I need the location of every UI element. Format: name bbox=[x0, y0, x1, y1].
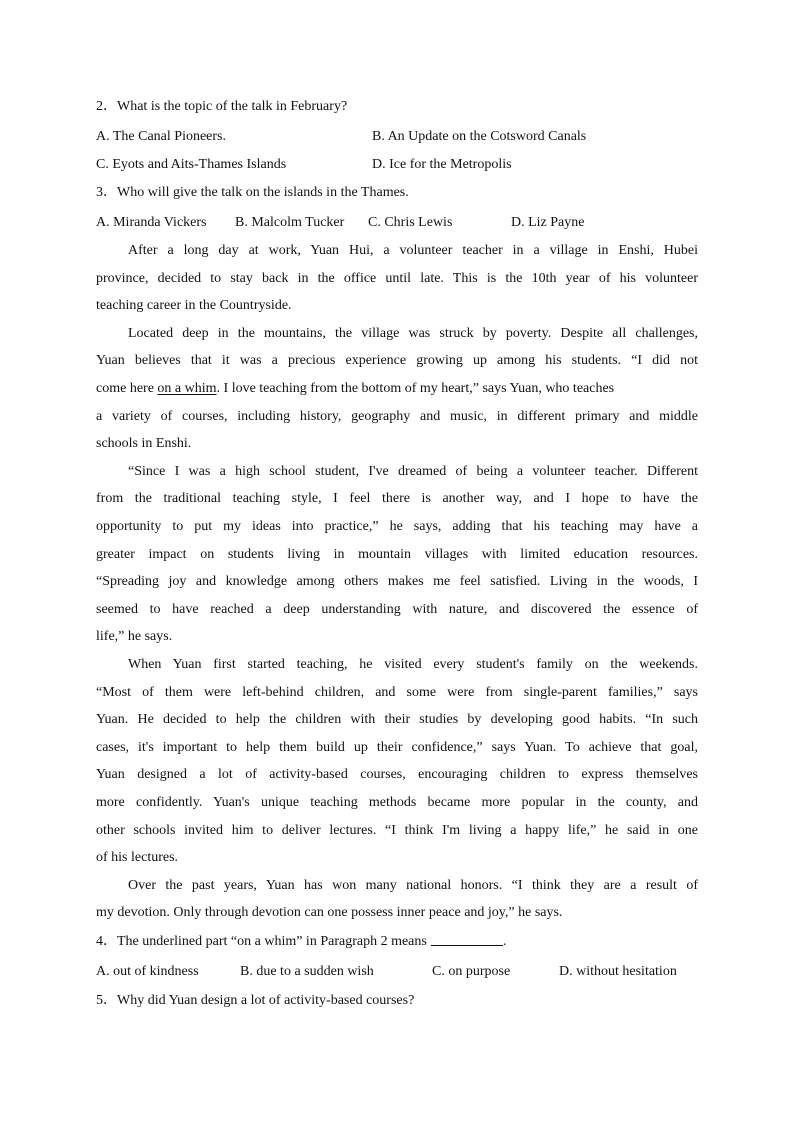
paragraph-5-line: my devotion. Only through devotion can one possess inner peace and joy,” he says. bbox=[96, 905, 563, 920]
paragraph-3-line: “Since I was a high school student, I've dreamed of being a volunteer teacher. Different bbox=[128, 464, 698, 479]
question-2-options-row-1 bbox=[96, 127, 698, 147]
q2-option-c: C. Eyots and Aits-Thames Islands bbox=[96, 157, 287, 172]
paragraph-5-line: Over the past years, Yuan has won many national honors. “I think they are a result of bbox=[128, 878, 698, 893]
question-2-options-row-2 bbox=[96, 155, 698, 175]
paragraph-4-line: Yuan. He decided to help the children with their studies by developing good habits. “In such bbox=[96, 712, 698, 727]
q4-option-b: B. due to a sudden wish bbox=[240, 964, 374, 979]
paragraph-3-line: life,” he says. bbox=[96, 629, 173, 644]
q3-option-b: B. Malcolm Tucker bbox=[235, 215, 345, 230]
paragraph-4-line: cases, it's important to help them build up their confidence,” says Yuan. To achieve that goal, bbox=[96, 740, 698, 755]
paragraph-4-line: of his lectures. bbox=[96, 850, 179, 865]
paragraph-2-text: come here bbox=[96, 381, 158, 396]
q3-option-c: C. Chris Lewis bbox=[368, 215, 453, 230]
paragraph-1-line: province, decided to stay back in the office until late. This is the 10th year of his volunteer bbox=[96, 271, 698, 286]
q4-option-d: D. without hesitation bbox=[559, 964, 677, 979]
paragraph-4-line: other schools invited him to deliver lectures. “I think I'm living a happy life,” he said in one bbox=[96, 823, 698, 838]
paragraph-4-line: more confidently. Yuan's unique teaching methods became more popular in the county, and bbox=[96, 795, 698, 810]
paragraph-3-line: opportunity to put my ideas into practice,” he says, adding that his teaching may have a bbox=[96, 519, 698, 534]
paragraph-1-line: teaching career in the Countryside. bbox=[96, 298, 292, 313]
paragraph-2-text: . I love teaching from the bottom of my heart,” says Yuan, who teaches bbox=[216, 381, 615, 396]
q4-stem-end: . bbox=[502, 934, 507, 949]
q4-option-a: A. out of kindness bbox=[96, 964, 199, 979]
paragraph-3-line: greater impact on students living in mountain villages with limited education resources. bbox=[96, 547, 698, 562]
paragraph-3-line: seemed to have reached a deep understanding with nature, and discovered the essence of bbox=[96, 602, 698, 617]
paragraph-1-line: After a long day at work, Yuan Hui, a volunteer teacher in a village in Enshi, Hubei bbox=[128, 243, 698, 258]
q4-stem-text: 4．The underlined part “on a whim” in Paragraph 2 means bbox=[96, 934, 427, 949]
paragraph-2-line bbox=[96, 379, 698, 399]
q4-option-c: C. on purpose bbox=[432, 964, 511, 979]
question-4-options bbox=[96, 962, 698, 982]
question-3-options bbox=[96, 213, 698, 233]
paragraph-3-line: “Spreading joy and knowledge among others makes me feel satisfied. Living in the woods, I bbox=[96, 574, 698, 589]
question-2-stem: 2．What is the topic of the talk in February? bbox=[96, 99, 348, 114]
paragraph-3-line: from the traditional teaching style, I feel there is another way, and I hope to have the bbox=[96, 491, 698, 506]
paragraph-2-line: Yuan believes that it was a precious experience growing up among his students. “I did not bbox=[96, 353, 698, 368]
paragraph-4-line: Yuan designed a lot of activity-based courses, encouraging children to express themselves bbox=[96, 767, 698, 782]
paragraph-4-line: “Most of them were left-behind children, and some were from single-parent families,” says bbox=[96, 685, 698, 700]
paragraph-2-line: a variety of courses, including history, geography and music, in different primary and middle bbox=[96, 409, 698, 424]
q2-option-d: D. Ice for the Metropolis bbox=[372, 157, 512, 172]
paragraph-2-line: Located deep in the mountains, the village was struck by poverty. Despite all challenges, bbox=[128, 326, 698, 341]
q2-option-a: A. The Canal Pioneers. bbox=[96, 129, 226, 144]
underlined-phrase: on a whim bbox=[157, 381, 217, 396]
paragraph-4-line: When Yuan first started teaching, he visited every student's family on the weekends. bbox=[128, 657, 698, 672]
question-3-stem: 3．Who will give the talk on the islands in the Thames. bbox=[96, 185, 409, 200]
q3-option-a: A. Miranda Vickers bbox=[96, 215, 207, 230]
q2-option-b: B. An Update on the Cotsword Canals bbox=[372, 129, 587, 144]
answer-blank bbox=[431, 944, 503, 946]
question-4-stem bbox=[96, 932, 698, 952]
q3-option-d: D. Liz Payne bbox=[511, 215, 585, 230]
paragraph-2-line: schools in Enshi. bbox=[96, 436, 192, 451]
question-5-stem: 5．Why did Yuan design a lot of activity-based courses? bbox=[96, 993, 415, 1008]
